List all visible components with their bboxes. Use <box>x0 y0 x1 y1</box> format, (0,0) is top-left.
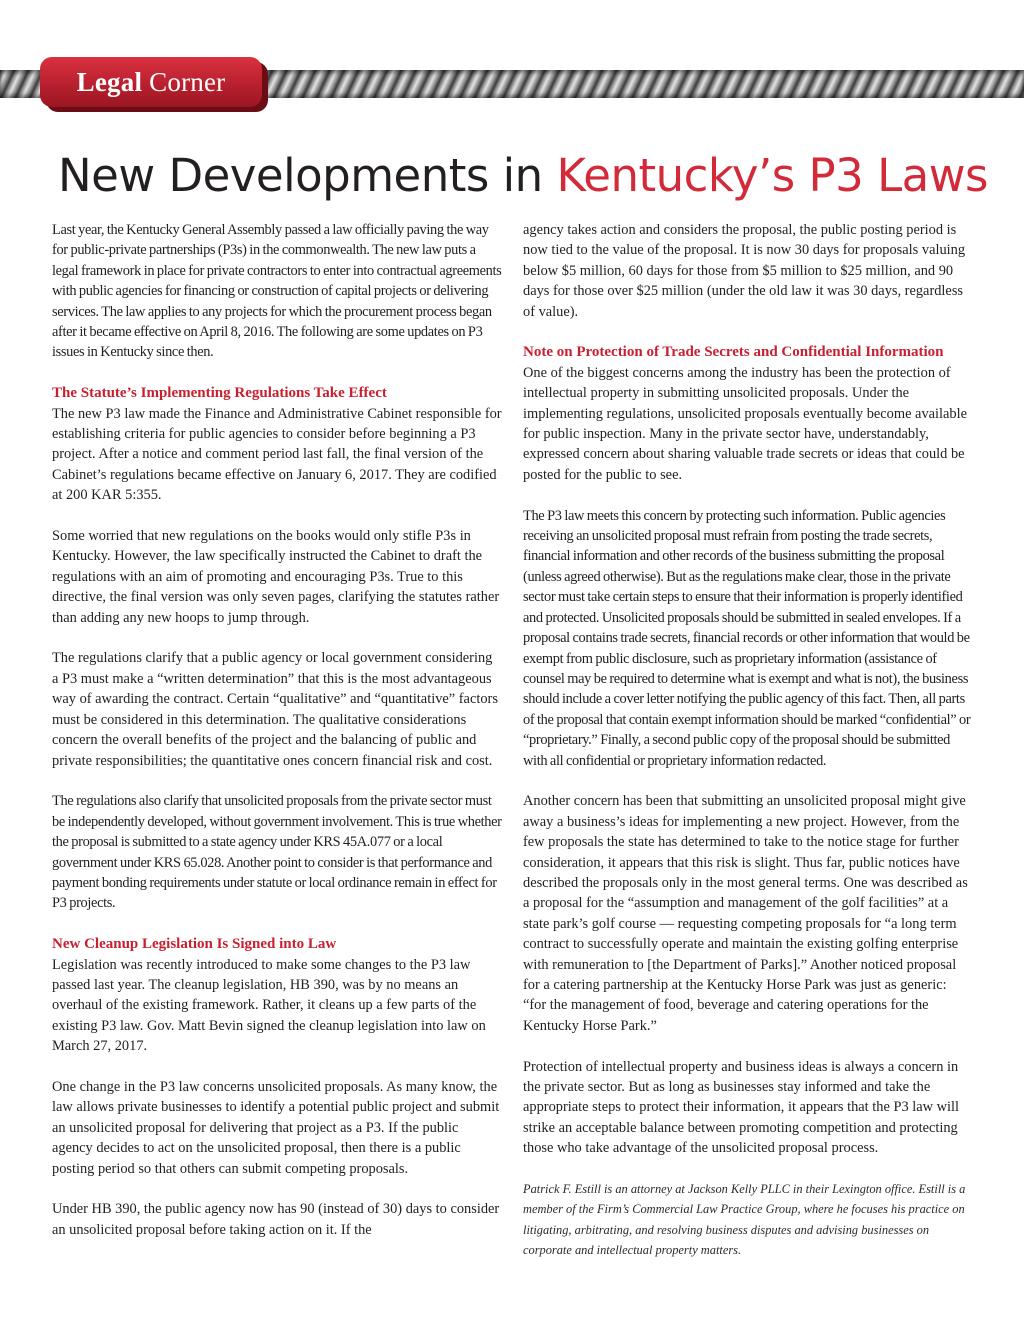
paragraph: Under HB 390, the public agency now has 90 (instead of 30) days to consider an unsolicited proposal before taking action on it. If the <box>52 1201 500 1238</box>
section-heading-regulations: The Statute’s Implementing Regulations Take Effect <box>52 385 387 402</box>
paragraph: The regulations also clarify that unsolicited proposals from the private sector must be independently developed, without government involvement. This is true whether the proposal is submitted to a state agency under KRS 45A.077 or a local government under KRS 65.028. Another point to consider is that performance and payment bonding requirements under statute or local ordinance remain in effect for P3 projects. <box>52 793 502 912</box>
section-heading-trade-secrets: Note on Protection of Trade Secrets and Confidential Information <box>523 344 944 361</box>
paragraph: The regulations clarify that a public agency or local government considering a P3 must make a “written determination” that this is the most advantageous way of awarding the contract. Certain “qualitative” and “quantitative” factors must be considered in this determination. The qualitative considerations concern the overall benefits of the project and the balancing of public and private responsibilities; the quantitative ones concern financial risk and cost. <box>52 650 498 769</box>
intro-paragraph: Last year, the Kentucky General Assembly passed a law officially paving the way for public-private partnerships (P3s) in the commonwealth. The new law puts a legal framework in place for private contractors to enter into contractual agreements with public agencies for financing or construction of capital projects or delivering services. The law applies to any projects for which the procurement process began after it became effective on April 8, 2016. The following are some updates on P3 issues in Kentucky since then. <box>52 222 502 361</box>
tag-label-bold: Legal <box>76 66 143 97</box>
page-title <box>58 140 988 212</box>
paragraph: Legislation was recently introduced to make some changes to the P3 law passed last year. The cleanup legislation, HB 390, was by no means an overhaul of the existing framework. Rather, it cleans up a few parts of the existing P3 law. Gov. Matt Bevin signed the cleanup legislation into law on March 27, 2017. <box>52 956 486 1055</box>
paragraph: Some worried that new regulations on the books would only stifle P3s in Kentucky. However, the law specifically instructed the Cabinet to draft the regulations with an aim of promoting and encouraging P3s. True to this directive, the final version was only seven pages, clarifying the statutes rather than adding any new hoops to jump through. <box>52 528 500 626</box>
left-column <box>52 220 502 1261</box>
title-part-red: Kentucky’s P3 Laws <box>556 149 988 202</box>
legal-corner-tag <box>40 57 262 107</box>
paragraph: Protection of intellectual property and business ideas is always a concern in the private sector. But as long as businesses stay informed and take the appropriate steps to protect their information, it appears that the P3 law will strike an acceptable balance between promoting competition and protecting those who take advantage of the unsolicited proposal process. <box>523 1058 959 1157</box>
paragraph: The P3 law meets this concern by protecting such information. Public agencies receiving an unsolicited proposal must refrain from posting the trade secrets, financial information and other records of the business submitting the proposal (unless agreed otherwise). But as the regulations make clear, those in the private sector must take certain steps to ensure that their information is properly identified and protected. Unsolicited proposals should be submitted in sealed envelopes. If a proposal contains trade secrets, financial records or other information that would be exempt from public disclosure, such as proprietary information (assistance of counsel may be required to determine what is exempt and what is not), the business should include a cover letter notifying the public agency of this fact. Then, all parts of the proposal that contain exempt information should be marked “confidential” or “proprietary.” Finally, a second public copy of the proposal should be submitted with all confidential or proprietary information redacted. <box>523 507 971 769</box>
paragraph: Another concern has been that submitting an unsolicited proposal might give away a business’s ideas for implementing a new project. However, from the few proposals the state has determined to take to the notice stage for further consideration, it appears that this risk is slight. Thus far, public notices have described the proposals only in the most general terms. One was described as a proposal for the “assumption and management of the golf facilities” at a state park’s golf course — requesting competing proposals for “a long term contract to successfully operate and maintain the existing golfing enterprise with remuneration to [the Department of Parks].” Another noticed proposal for a catering partnership at the Kentucky Horse Park was just as generic: “for the management of food, beverage and catering operations for the Kentucky Horse Park.” <box>523 793 968 1034</box>
paragraph: One of the biggest concerns among the industry has been the protection of intellectual property in submitting unsolicited proposals. Under the implementing regulations, unsolicited proposals eventually become available for public inspection. Many in the private sector have, understandably, expressed concern about sharing valuable trade secrets or ideas that could be posted for the public to see. <box>523 364 967 483</box>
paragraph: agency takes action and considers the proposal, the public posting period is now tied to the value of the proposal. It is now 30 days for proposals valuing below $5 million, 60 days for those from $5 million to $25 million, and 90 days for those over $25 million (under the old law it was 30 days, regardless of value). <box>523 222 966 320</box>
paragraph: The new P3 law made the Finance and Administrative Cabinet responsible for establishing criteria for public agencies to consider before beginning a P3 project. After a notice and comment period last fall, the final version of the Cabinet’s regulations became effective on January 6, 2017. They are codified at 200 KAR 5:355. <box>52 405 502 504</box>
paragraph: One change in the P3 law concerns unsolicited proposals. As many know, the law allows private businesses to identify a potential public project and submit an unsolicited proposal for delivering that project as a P3. If the public agency decides to act on the unsolicited proposal, then there is a public posting period so that others can submit competing proposals. <box>52 1078 500 1177</box>
tag-label-regular: Corner <box>149 66 226 97</box>
author-bio: Patrick F. Estill is an attorney at Jackson Kelly PLLC in their Lexington office. Estill is a member of the Firm’s Commercial Law Practice Group, where he focuses his practice on litigating, arbitrating, and resolving business disputes and advising businesses on corporate and intellectual property matters. <box>523 1182 966 1258</box>
title-part-black: New Developments in <box>58 149 543 202</box>
section-heading-cleanup: New Cleanup Legislation Is Signed into Law <box>52 936 337 953</box>
right-column <box>523 220 973 1281</box>
